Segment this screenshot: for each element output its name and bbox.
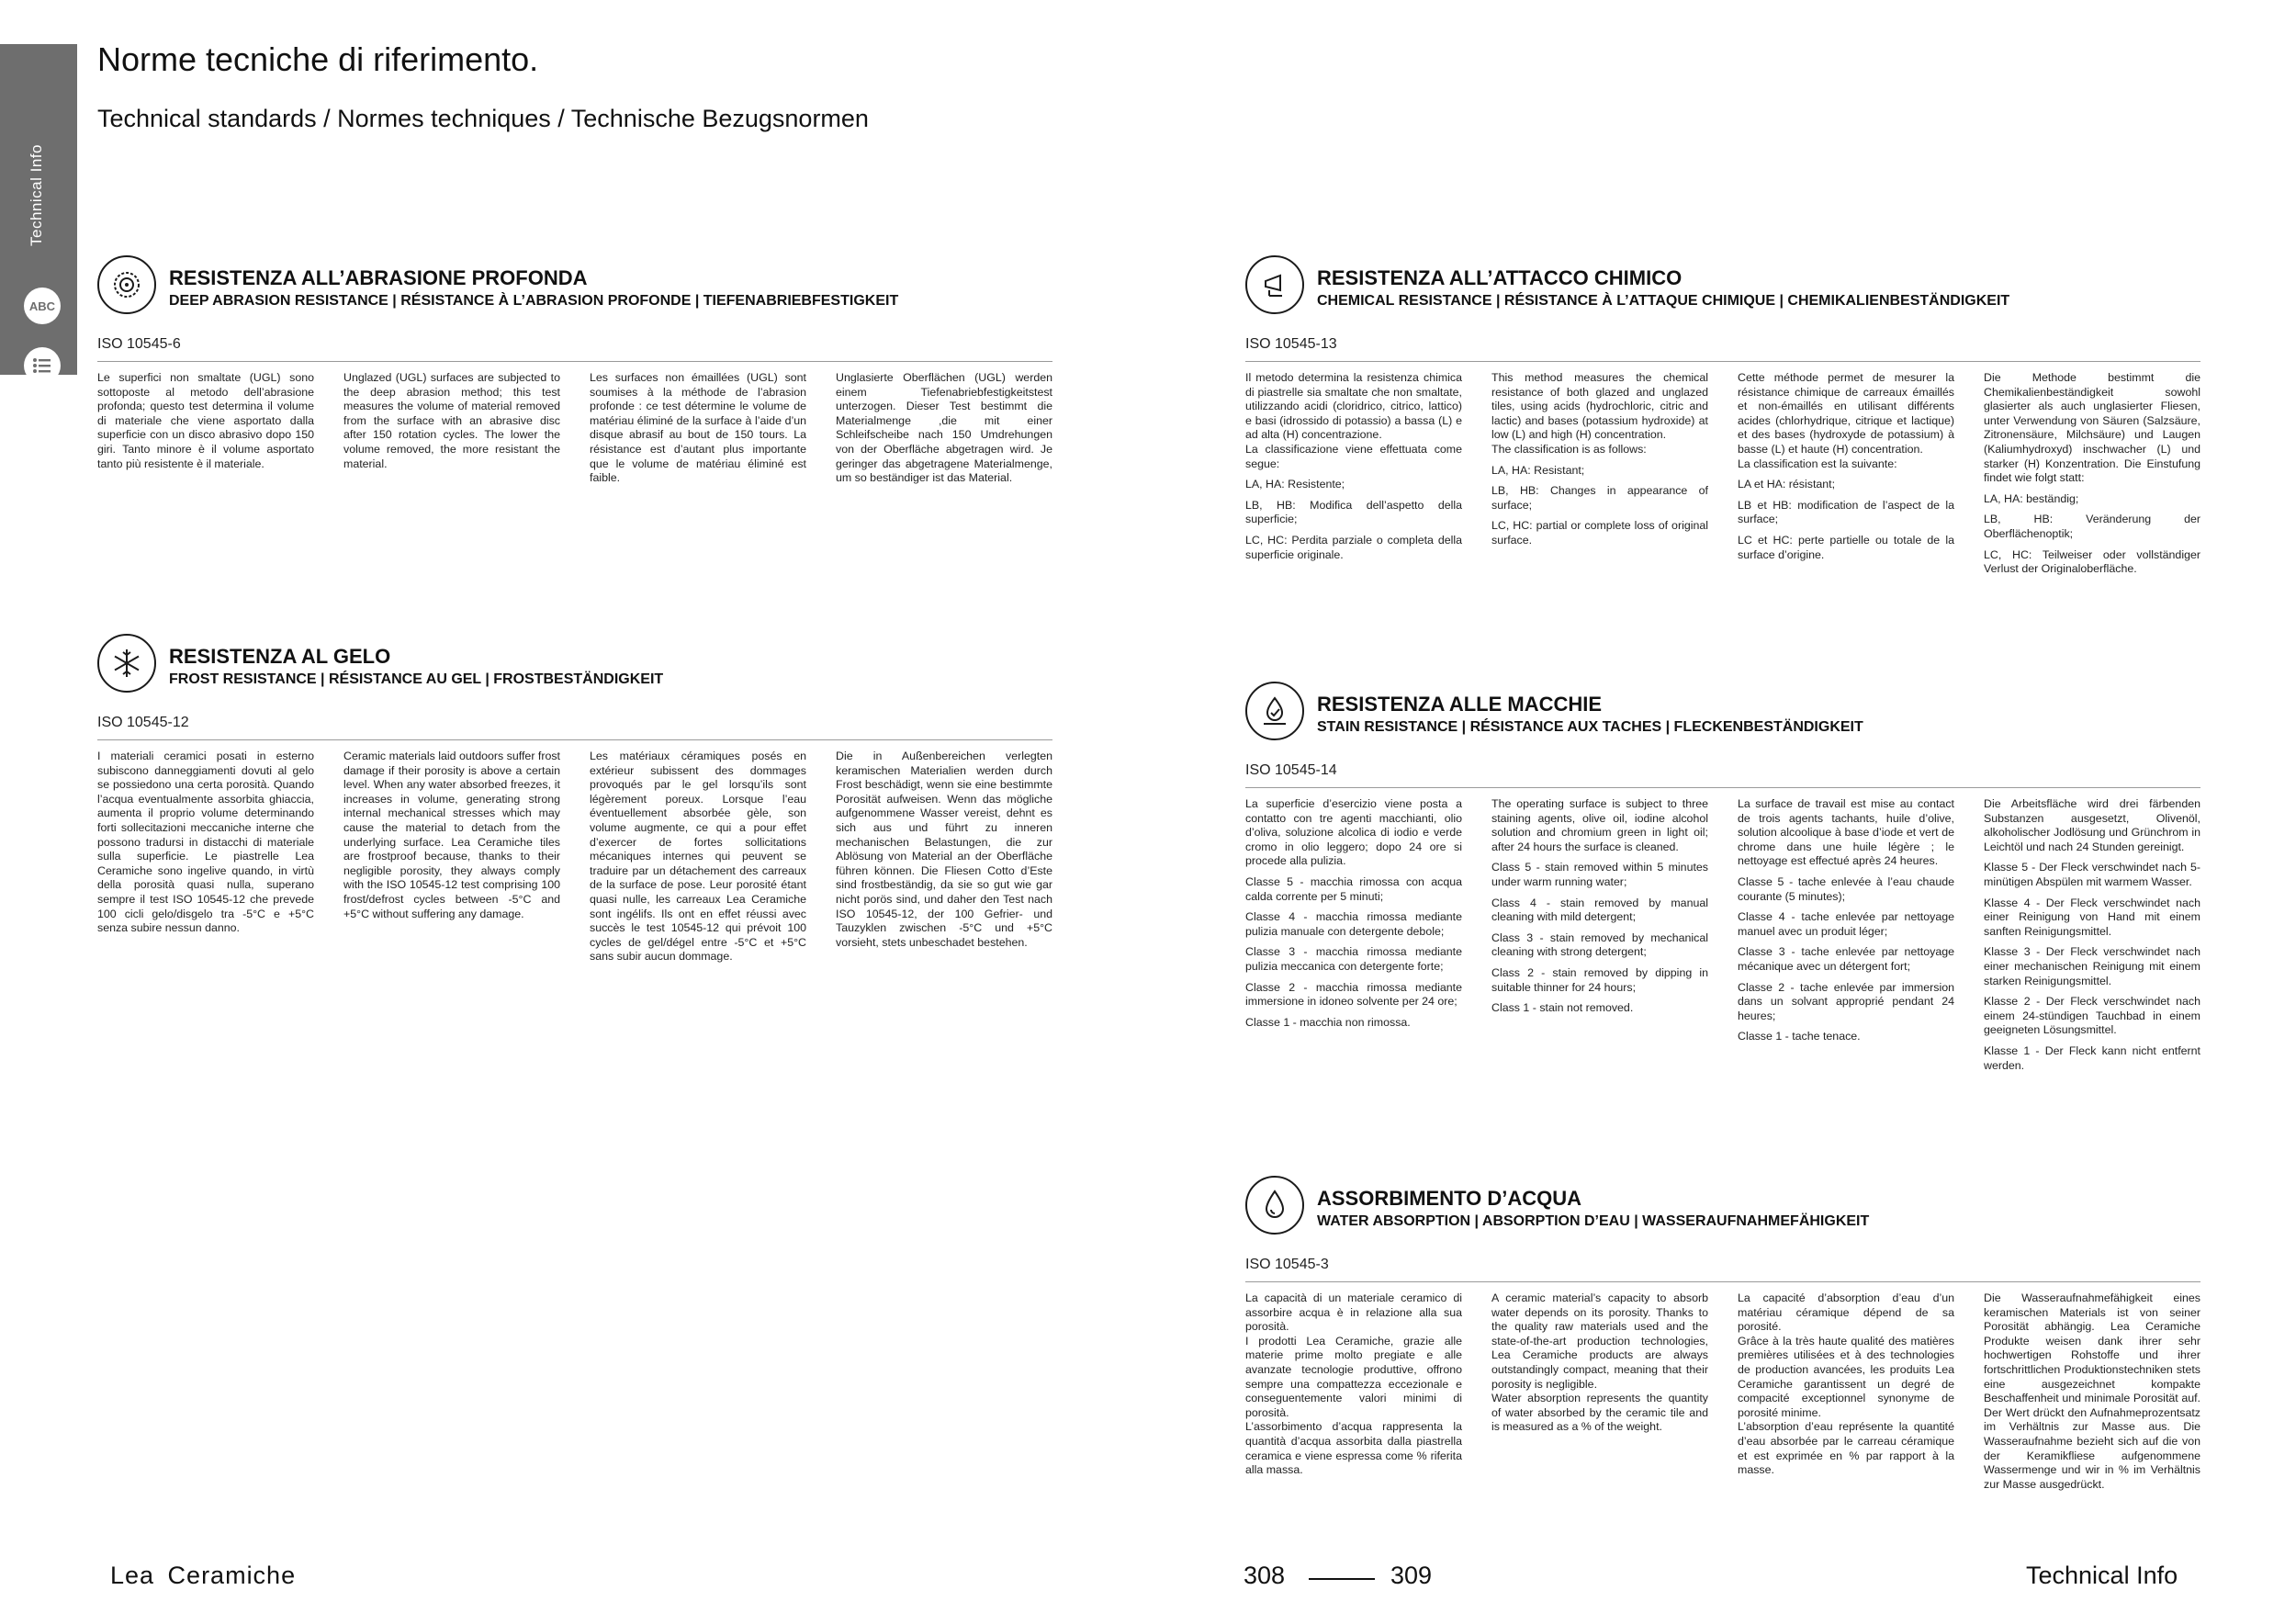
water-subtitle: WATER ABSORPTION | ABSORPTION D’EAU | WASSERAUFNAHMEFÄHIGKEIT [1317,1213,1870,1229]
section-chemical [1245,255,2200,583]
frost-iso: ISO 10545-12 [97,715,1052,740]
stain-text-fr: La surface de travail est mise au contact de trois agents tachants, huile d’olive, solution alcoolique à base d’iode et vert de chrome dans une huile légère ; le nettoyage est effectué après 24 heures. Classe 5 - tache enlevée à l’eau chaude courante (5 minutes); Classe 4 - tache enlevée par nettoyage manuel avec un produit léger; Classe 3 - tache enlevée par nettoyage mécanique avec un détergent fort; Classe 2 - tache enlevée par immersion dans un solvant approprié pendant 24 heures; Classe 1 - tache tenace. [1738,797,1954,1043]
page-number-left: 308 [1244,1562,1286,1589]
stain-drop-icon [1245,682,1304,740]
abrasion-text-fr: Les surfaces non émaillées (UGL) sont soumises à la méthode de l’abrasion profonde : ce test détermine le volume de matériau éliminé de la surface à l’aide d’un disque abrasif au bout de 150 tours. La résistance est d’autant plus importante que le volume de matériau éliminé est faible. [590,371,806,485]
frost-text-it: I materiali ceramici posati in esterno subiscono danneggiamenti dovuti al gelo se possiedono una certa porosità. Quando l’acqua eventualmente assorbita ghiaccia, aumenta il proprio volume determinando forti sollecitazioni meccaniche interne che possono tradursi in distacchi di materiale sulla superficie. Le piastrelle Lea Ceramiche sono ingelive quando, in virtù della porosità quasi nulla, superano sempre il test ISO 10545-12 che prevede 100 cicli gelo/disgelo tra -5°C e +5°C senza subire nessun danno. [97,750,314,935]
water-text-de: Die Wasseraufnahmefähigkeit eines keramischen Materials ist von seiner Porosität abhängig. Lea Ceramiche Produkte weisen dank ihrer sehr hochwertigen Rohstoffe und ihrer fortschrittlichen Produktionstechniken stets eine ausgezeichnet kompakte Beschaffenheit und minimale Porosität auf. Der Wert drückt den Aufnahmeprozentsatz im Verhältnis zur Masse aus. Die Wasseraufnahme bezieht sich auf die von der Keramikfliese aufgenommene Wassermenge und wir in % im Verhältnis zur Masse ausgedrückt. [1984,1291,2200,1491]
abrasion-text-it: Le superfici non smaltate (UGL) sono sottoposte al metodo dell’abrasione profonda; questo test determina il volume di materiale che viene asportato dalla superficie con un disco abrasivo dopo 150 giri. Tanto minore è il volume asportato tanto più resistente è il materiale. [97,371,314,470]
snowflake-icon [97,634,156,693]
chemical-subtitle: CHEMICAL RESISTANCE | RÉSISTANCE À L’ATTAQUE CHIMIQUE | CHEMIKALIENBESTÄNDIGKEIT [1317,293,2010,309]
water-text-it: La capacità di un materiale ceramico di assorbire acqua è in relazione alla sua porosità. I prodotti Lea Ceramiche, grazie alle materie prime molto pregiate e alle avanzate tecnologie produttive, offrono sempre una compattezza eccezionale e conseguentemente valori minimi di porosità. L’assorbimento d’acqua rappresenta la quantità d’acqua assorbita dalla piastrella ceramica e viene espressa come % riferita alla massa. [1245,1291,1462,1477]
chemical-text-fr: Cette méthode permet de mesurer la résistance chimique de carreaux émaillés et non-émaillés en utilisant différents acides (chlorhydrique, citrique et lactique) et des bases (hydroxyde de potassium) à basse (L) et haute (H) concentration. La classification est la suivante: LA et HA: résistant; LB et HB: modification de l’aspect de la surface; LC et HC: perte partielle ou totale de la surface d’origine. [1738,371,1954,561]
page-number-divider [1309,1578,1375,1580]
frost-title: RESISTENZA AL GELO [169,645,391,668]
stain-text-de: Die Arbeitsfläche wird drei färbenden Substanzen ausgesetzt, Olivenöl, alkoholischer Jodlösung und Grünchrom in Leichtöl und nach 24 Stunden gereinigt. Klasse 5 - Der Fleck verschwindet nach 5-minütigen Abspülen mit warmem Wasser. Klasse 4 - Der Fleck verschwindet nach einer Reinigung von Hand mit einem sanften Reinigungsmittel. Klasse 3 - Der Fleck verschwindet nach einer mechanischen Reinigung mit einem starken Reinigungsmittel. Klasse 2 - Der Fleck verschwindet nach einem 24-stündigen Tauchbad in einem geeigneten Lösungsmittel. Klasse 1 - Der Fleck kann nicht entfernt werden. [1984,797,2200,1072]
water-drop-icon [1245,1176,1304,1235]
sidebar-label: Technical Info [28,144,45,246]
frost-text-fr: Les matériaux céramiques posés en extérieur subissent des dommages provoqués par le gel lorsqu’ils sont légèrement poreux. Lorsque l’eau éventuellement absorbée gèle, son volume augmente, ce qui a pour effet d’exercer de fortes sollicitations mécaniques internes qui peuvent se traduire par un détachement des carreaux de la surface de pose. Leur porosité étant quasi nulle, les carreaux Lea Ceramiche sont ingélifs. Ils ont en effet réussi avec succès le test 10545-12 qui prévoit 100 cycles de gel/dégel entre -5°C et +5°C sans subir aucun dommage. [590,750,806,964]
water-iso: ISO 10545-3 [1245,1257,2200,1282]
page-subtitle: Technical standards / Normes techniques / Technische Bezugsnormen [97,105,869,132]
abrasion-disc-icon [97,255,156,314]
chemical-iso: ISO 10545-13 [1245,336,2200,362]
chemical-text-de: Die Methode bestimmt die Chemikalienbeständigkeit sowohl glasierter als auch unglasierter Fliesen, unter Verwendung von Säuren (Salzsäure, Zitronensäure, Milchsäure) und Laugen (Kaliumhydroxyd) inschwacher (L) und starker (H) Konzentration. Die Einstufung findet wie folgt statt: LA, HA: beständig; LB, HB: Veränderung der Oberflächenoptik; LC, HC: Teilweiser oder vollständiger Verlust der Originaloberfläche. [1984,371,2200,576]
abrasion-subtitle: DEEP ABRASION RESISTANCE | RÉSISTANCE À L’ABRASION PROFONDE | TIEFENABRIEBFESTIGKEIT [169,293,899,309]
section-water [1245,1176,2200,1498]
brand-name: Lea Ceramiche [110,1562,297,1589]
sidebar-tab [0,44,77,375]
abrasion-text-en: Unglazed (UGL) surfaces are subjected to the deep abrasion method; this test measures the volume of material removed from the surface with an abrasive disc after 150 rotation cycles. The lower the volume removed, the more resistant the material. [343,371,560,470]
section-label: Technical Info [2026,1562,2178,1589]
stain-iso: ISO 10545-14 [1245,762,2200,788]
frost-text-de: Die in Außenbereichen verlegten keramischen Materialien werden durch Frost beschädigt, wenn sie eine bestimmte Porosität aufweisen. Wenn das mögliche aufgenommene Wasser vereist, dehnt es sich aus und führt zu inneren mechanischen Belastungen, die zur Ablösung von Material an der Oberfläche führen können. Die Fliesen Cotto d’Este sind frostbeständig, da sie so gut wie gar nicht porös sind, und daher den Test nach ISO 10545-12, der 100 Gefrier- und Tauzyklen zwischen -5°C und +5°C vorsieht, stets unbeschadet bestehen. [836,750,1052,949]
frost-text-en: Ceramic materials laid outdoors suffer frost damage if their porosity is above a certain level. When any water absorbed freezes, it increases in volume, generating strong internal mechanical stresses which may cause the material to detach from the underlying surface. Lea Ceramiche tiles are frostproof because, thanks to their negligible porosity, they always comply with the ISO 10545-12 test comprising 100 frost/defrost cycles between -5°C and +5°C without suffering any damage. [343,750,560,920]
list-menu-icon[interactable] [24,347,61,384]
chemical-flask-icon [1245,255,1304,314]
water-text-en: A ceramic material’s capacity to absorb water depends on its porosity. Thanks to the quality raw materials used and the state-of-the-art production technologies, Lea Ceramiche products are always outstandingly compact, meaning that their porosity is negligible. Water absorption represents the quantity of water absorbed by the ceramic tile and is measured as a % of the weight. [1491,1291,1708,1434]
abrasion-text-de: Unglasierte Oberflächen (UGL) werden einem Tiefenabriebfestigkeitstest unterzogen. Dieser Test bestimmt die Materialmenge ,die mit einer Schleifscheibe nach 150 Umdrehungen von der Oberfläche abgetragen wird. Je geringer das abgetragene Materialmenge, um so beständiger ist das Material. [836,371,1052,485]
frost-subtitle: FROST RESISTANCE | RÉSISTANCE AU GEL | FROSTBESTÄNDIGKEIT [169,671,664,687]
chemical-title: RESISTENZA ALL’ATTACCO CHIMICO [1317,266,1683,289]
page-number-right: 309 [1390,1562,1433,1589]
page-title: Norme tecniche di riferimento. [97,40,539,78]
abc-button[interactable]: ABC [24,288,61,324]
abrasion-title: RESISTENZA ALL’ABRASIONE PROFONDA [169,266,588,289]
section-abrasion [97,255,1052,492]
stain-text-it: La superficie d’esercizio viene posta a contatto con tre agenti macchianti, olio d’oliva, soluzione alcolica di iodio e verde cromo in olio leggero; dopo 24 ore si procede alla pulizia. Classe 5 - macchia rimossa con acqua calda corrente per 5 minuti; Classe 4 - macchia rimossa mediante pulizia manuale con detergente debole; Classe 3 - macchia rimossa mediante pulizia meccanica con detergente forte; Classe 2 - macchia rimossa mediante immersione in idoneo solvente per 24 ore; Classe 1 - macchia non rimossa. [1245,797,1462,1029]
water-title: ASSORBIMENTO D’ACQUA [1317,1187,1582,1210]
water-text-fr: La capacité d’absorption d’eau d’un matériau céramique dépend de sa porosité. Grâce à la très haute qualité des matières premières utilisées et à des technologies de production avancées, les produits Lea Ceramiche garantissent un degré de compacité exceptionnel synonyme de porosité minime. L’absorption d’eau représente la quantité d’eau absorbée par le carreau céramique et est exprimée en % par rapport à la masse. [1738,1291,1954,1477]
chemical-text-it: Il metodo determina la resistenza chimica di piastrelle sia smaltate che non smaltate, utilizzando acidi (cloridrico, citrico, lattico) e basi (idrossido di potassio) a bassa (L) e ad alta (H) concentrazione. La classificazione viene effettuata come segue: LA, HA: Resistente; LB, HB: Modifica dell’aspetto della superficie; LC, HC: Perdita parziale o completa della superficie originale. [1245,371,1462,561]
section-stain [1245,682,2200,1079]
abrasion-iso: ISO 10545-6 [97,336,1052,362]
section-frost [97,634,1052,971]
chemical-text-en: This method measures the chemical resistance of both glazed and unglazed tiles, using acids (hydrochloric, citric and lactic) and bases (potassium hydroxide) at low (L) and high (H) concentration. The classification is as follows: LA, HA: Resistant; LB, HB: Changes in appearance of surface; LC, HC: partial or complete loss of original surface. [1491,371,1708,547]
stain-text-en: The operating surface is subject to three staining agents, olive oil, iodine alcohol solution and chromium green in light oil; after 24 hours the surface is cleaned. Class 5 - stain removed within 5 minutes under warm running water; Class 4 - stain removed by manual cleaning with mild detergent; Class 3 - stain removed by mechanical cleaning with strong detergent; Class 2 - stain removed by dipping in suitable thinner for 24 hours; Class 1 - stain not removed. [1491,797,1708,1015]
stain-subtitle: STAIN RESISTANCE | RÉSISTANCE AUX TACHES | FLECKENBESTÄNDIGKEIT [1317,719,1863,735]
stain-title: RESISTENZA ALLE MACCHIE [1317,693,1603,716]
